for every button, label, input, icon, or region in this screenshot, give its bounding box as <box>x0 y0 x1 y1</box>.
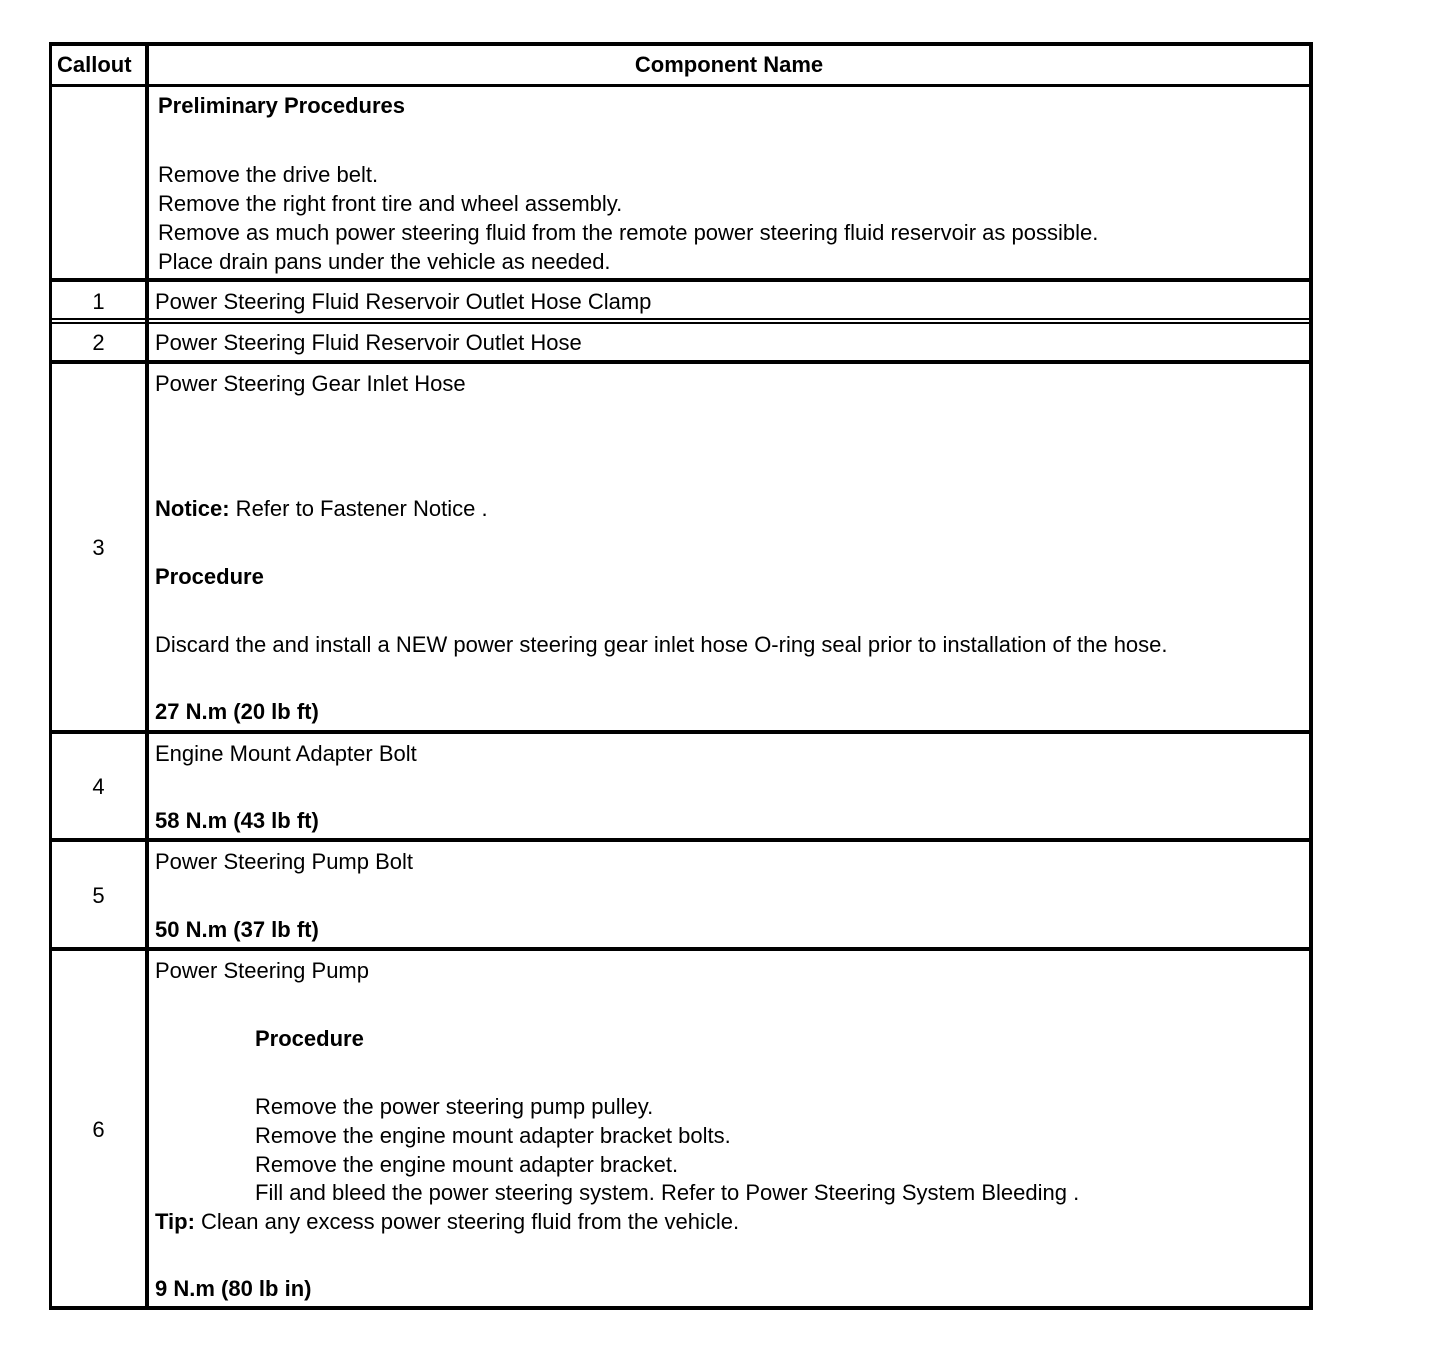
torque-spec: 58 N.m (43 lb ft) <box>155 808 319 833</box>
component-name: Power Steering Pump <box>155 958 369 983</box>
procedure-step: Remove the power steering pump pulley. <box>255 1094 654 1119</box>
callout-number: 5 <box>92 883 105 908</box>
torque-spec: 9 N.m (80 lb in) <box>155 1276 312 1301</box>
torque-spec: 27 N.m (20 lb ft) <box>155 699 319 724</box>
column-divider <box>145 42 149 1310</box>
component-name: Engine Mount Adapter Bolt <box>155 741 417 766</box>
preliminary-step: Remove as much power steering fluid from the remote power steering fluid reservoir as possible. <box>158 220 1099 245</box>
preliminary-step: Place drain pans under the vehicle as needed. <box>158 249 611 274</box>
notice-text: Refer to Fastener Notice . <box>229 496 488 521</box>
procedure-step: Remove the engine mount adapter bracket. <box>255 1152 679 1177</box>
component-name: Power Steering Fluid Reservoir Outlet Hose Clamp <box>155 289 652 314</box>
row-divider <box>49 278 1313 282</box>
tip-label: Tip: <box>155 1209 195 1234</box>
row-divider <box>49 947 1313 951</box>
row-divider <box>49 730 1313 734</box>
preliminary-title: Preliminary Procedures <box>158 93 406 118</box>
component-name: Power Steering Fluid Reservoir Outlet Hose <box>155 330 582 355</box>
row-divider <box>49 322 1313 324</box>
header-component-name: Component Name <box>634 52 824 77</box>
row-divider <box>49 838 1313 842</box>
row-divider <box>49 360 1313 364</box>
procedure-text: Discard the and install a NEW power steering gear inlet hose O-ring seal prior to installation of the hose. <box>155 632 1168 657</box>
preliminary-step: Remove the right front tire and wheel assembly. <box>158 191 623 216</box>
header-callout: Callout <box>57 52 132 77</box>
tip-text: Clean any excess power steering fluid from the vehicle. <box>194 1209 740 1234</box>
notice-label: Notice: <box>155 496 230 521</box>
callout-number: 4 <box>92 774 105 799</box>
procedure-heading: Procedure <box>155 564 264 589</box>
table-border-top <box>49 42 1313 46</box>
row-divider <box>49 318 1313 320</box>
table-border-right <box>1309 42 1313 1310</box>
tip-line <box>155 1211 739 1233</box>
callout-number: 2 <box>92 330 105 355</box>
callout-number: 6 <box>92 1117 105 1142</box>
component-name: Power Steering Pump Bolt <box>155 849 414 874</box>
component-name: Power Steering Gear Inlet Hose <box>155 371 466 396</box>
row-divider <box>49 84 1313 87</box>
procedure-step: Remove the engine mount adapter bracket bolts. <box>255 1123 731 1148</box>
table-border-bottom <box>49 1306 1313 1310</box>
preliminary-step: Remove the drive belt. <box>158 162 379 187</box>
torque-spec: 50 N.m (37 lb ft) <box>155 917 319 942</box>
procedure-heading: Procedure <box>255 1026 364 1051</box>
callout-number: 1 <box>92 289 105 314</box>
notice-line <box>155 498 488 520</box>
procedure-step: Fill and bleed the power steering system. Refer to Power Steering System Bleeding . <box>255 1180 1080 1205</box>
callout-number: 3 <box>92 535 105 560</box>
